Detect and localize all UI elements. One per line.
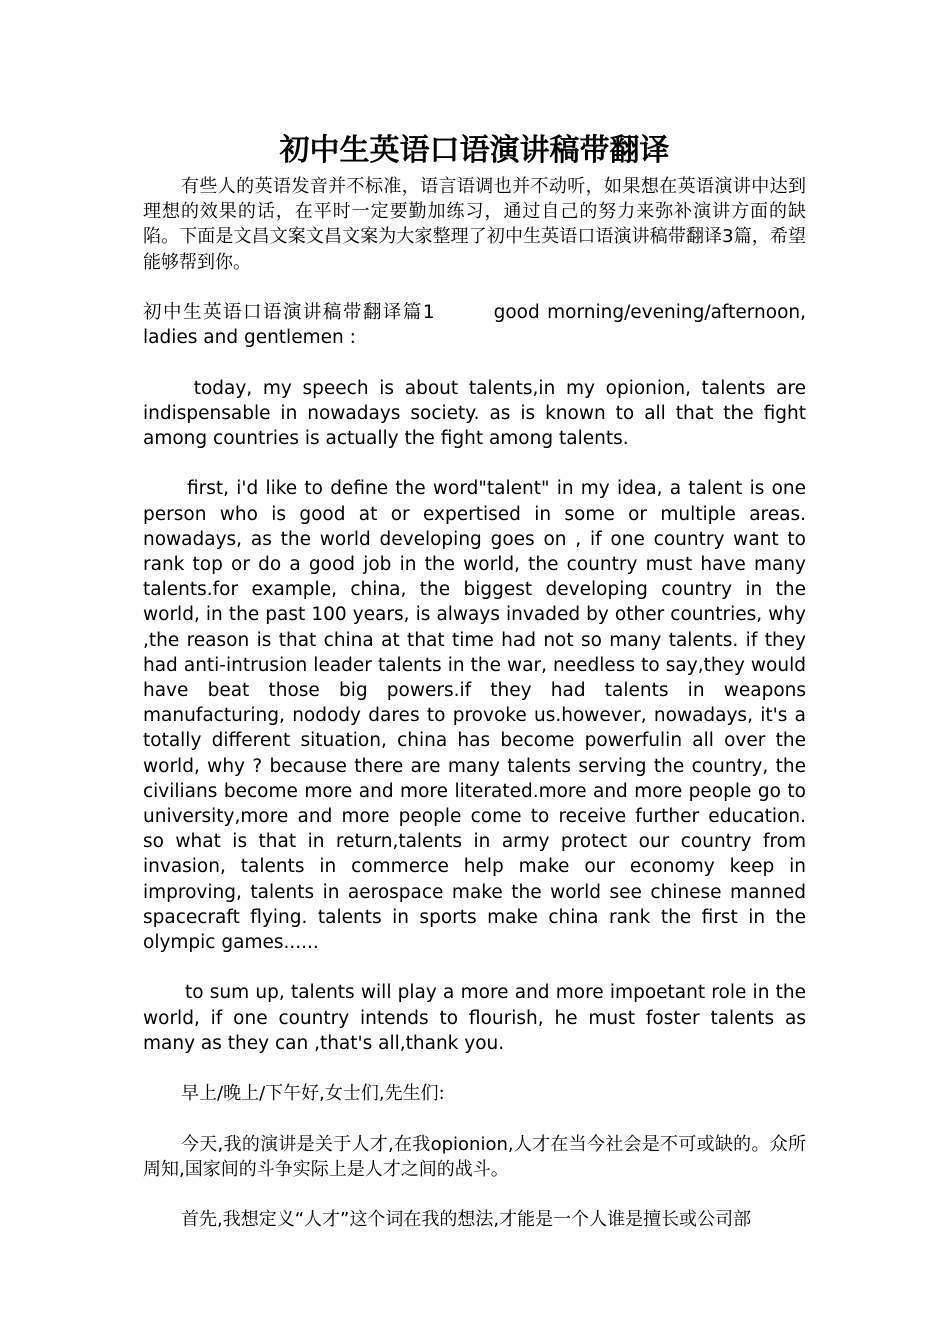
paragraph-gap [143,955,806,980]
section-heading: 初中生英语口语演讲稿带翻译篇1 good morning/evening/afternoon, ladies and gentlemen : [143,302,812,349]
cn-paragraph-1: 早上/晚上/下午好,女士们,先生们: [181,1083,445,1105]
paragraph-gap [143,275,806,300]
en-paragraph-1: today, my speech is about talents,in my opionion, talents are indispensable in nowadays society. as is known to all that the fight among countries is actually the fight among talents. [143,377,812,449]
cn-paragraph-3: 首先,我想定义“人才”这个词在我的想法,才能是一个人谁是擅长或公司部 [181,1209,752,1231]
cn-paragraph-2: 今天,我的演讲是关于人才,在我opionion,人才在当今社会是不可或缺的。众所周知,国家间的斗争实际上是人才之间的战斗。 [143,1133,806,1180]
intro-paragraph: 有些人的英语发音并不标准，语言语调也并不动听，如果想在英语演讲中达到理想的效果的话，在平时一定要勤加练习，通过自己的努力来弥补演讲方面的缺陷。下面是文昌文案文昌文案为大家整理了初中生英语口语演讲稿带翻译3篇，希望能够帮到你。 [143,176,806,273]
en-paragraph-2: first, i'd like to define the word"talent" in my idea, a talent is one person who is good at or expertised in some or multiple areas. nowadays, as the world developing goes on , if one country want to rank top or do a good job in the world, the country must have many talents.for example, china, the biggest developing country in the world, in the past 100 years, is always invaded by other countries, why ,the reason is that china at that time had not so many talents. if they had anti-intrusion leader talents in the war, needless to say,they would have beat those big powers.if they had talents in weapons manufacturing, nodody dares to provoke us.however, nowadays, it's a totally different situation, china has become powerfulin all over the world, why ? because there are many talents serving the country, the civilians become more and more literated.more and more people go to university,more and more people come to receive further education. so what is that in return,talents in army protect our country from invasion, talents in commerce help make our economy keep in improving, talents in aerospace make the world see chinese manned spacecraft flying. talents in sports make china rank the first in the olympic games...... [143,478,806,954]
paragraph-gap [143,1106,806,1131]
paragraph-gap [143,1056,806,1081]
document-title: 初中生英语口语演讲稿带翻译 [279,133,670,168]
document-body [143,174,812,1232]
en-paragraph-3: to sum up, talents will play a more and more impoetant role in the world, if one country intends to flourish, he must foster talents as many as they can ,that's all,thank you. [143,982,806,1054]
paragraph-gap [143,350,806,375]
paragraph-gap [143,1182,806,1207]
paragraph-gap [143,451,806,476]
